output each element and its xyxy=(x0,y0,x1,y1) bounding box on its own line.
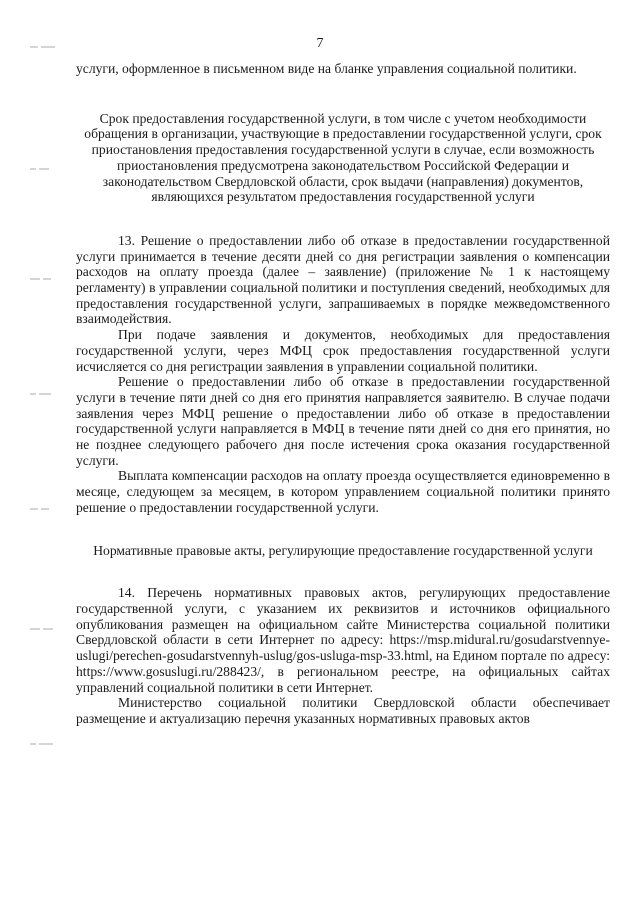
scan-artifact xyxy=(30,735,70,745)
paragraph-13-decision: Решение о предоставлении либо об отказе в предоставлении государственной услуги в течение пяти дней со дня его принятия направляется заявителю. В случае подачи заявления через МФЦ решение о предоставлении либо об отказе в предоставлении государственной услуги направляется в МФЦ в течение пяти дней со дня его принятия, но не позднее следующего рабочего дня после истечения срока оказания государственной услуги. xyxy=(76,374,610,468)
paragraph-13: 13. Решение о предоставлении либо об отказе в предоставлении государственной услуги принимается в течение десяти дней со дня регистрации заявления о компенсации расходов на оплату проезда (далее – заявление) (приложение № 1 к настоящему регламенту) в управлении социальной политики и поступления сведений, необходимых для предоставления государственной услуги, запрашиваемых в порядке межведомственного взаимодействия. xyxy=(76,232,610,327)
paragraph-14-ministry: Министерство социальной политики Свердловской области обеспечивает размещение и актуализацию перечня указанных нормативных правовых актов xyxy=(76,695,610,726)
page-number: 7 xyxy=(316,36,324,51)
scan-artifact xyxy=(30,38,70,48)
paragraph-continuation: услуги, оформленное в письменном виде на бланке управления социальной политики. xyxy=(76,61,577,76)
scan-artifact xyxy=(30,385,70,395)
section-heading-acts: Нормативные правовые акты, регулирующие предоставление государственной услуги xyxy=(93,542,593,558)
paragraph-13-mfc: При подаче заявления и документов, необходимых для предоставления государственной услуги, через МФЦ срок предоставления государственной услуги исчисляется со дня регистрации заявления в управлении социальной политики. xyxy=(76,327,610,374)
section-heading-term: Срок предоставления государственной услуги, в том числе с учетом необходимости обращения в организации, участвующие в предоставлении государственной услуги, срок приостановления предоставления государственной услуги в случае, если возможность приостановления предусмотрена законодательством Российской Федерации и законодательством Свердловской области, срок выдачи (направления) документов, являющихся результатом предоставления государственной услуги xyxy=(84,110,602,205)
scan-artifact xyxy=(30,160,70,170)
paragraph-13-payment: Выплата компенсации расходов на оплату проезда осуществляется единовременно в месяце, следующем за месяцем, в котором управлением социальной политики принято решение о предоставлении государственной услуги. xyxy=(76,468,610,515)
scan-artifact xyxy=(30,500,70,510)
scan-artifact xyxy=(30,620,70,630)
scan-artifact xyxy=(30,270,70,280)
paragraph-14: 14. Перечень нормативных правовых актов, регулирующих предоставление государственной услуги, с указанием их реквизитов и источников официального опубликования размещен на официальном сайте Министерства социальной политики Свердловской области в сети Интернет по адресу: https://msp.midural.ru/gosudarstvennye-uslugi/perechen-gosudarstvennyh-uslug/gos-usluga-msp-33.html, на Едином портале по адресу: https://www.gosuslugi.ru/288423/, в региональном реестре, на официальных сайтах управлений социальной политики в сети Интернет. xyxy=(76,585,610,695)
document-body xyxy=(76,61,610,727)
